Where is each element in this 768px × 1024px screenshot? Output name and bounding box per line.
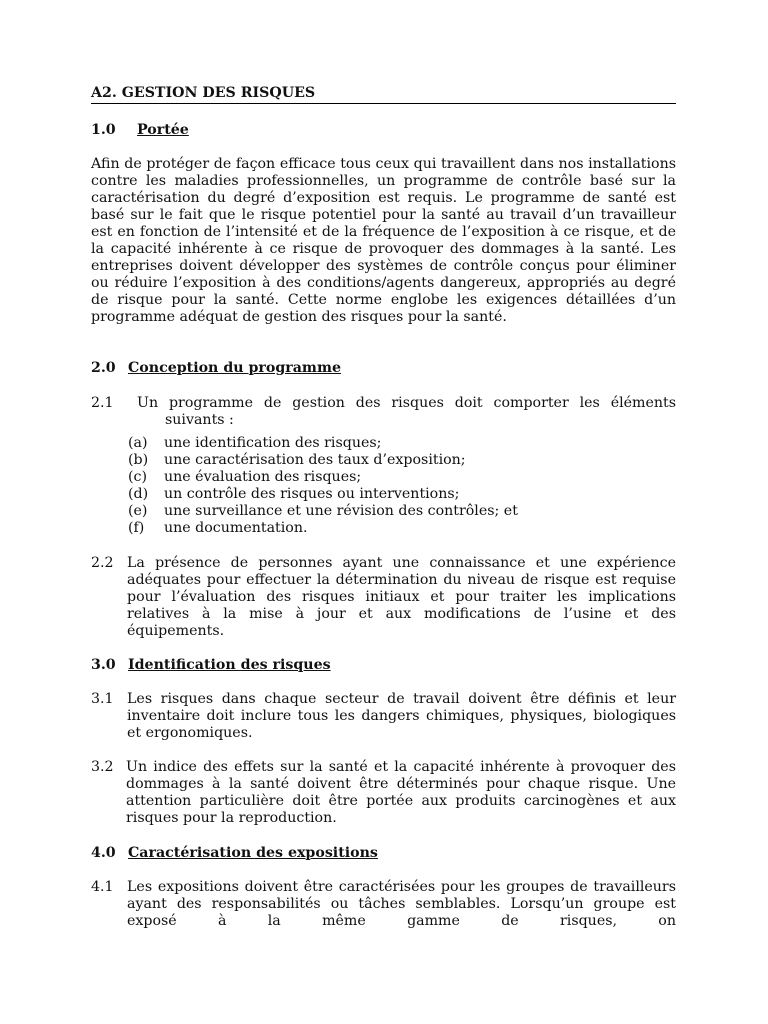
clause-text: Un programme de gestion des risques doit comporter les éléments suivants : [137, 395, 676, 428]
section-4-heading [91, 845, 378, 862]
list-text: une caractérisation des taux d’exposition; [164, 452, 466, 468]
list-letter: (e) [128, 503, 148, 519]
clause-number: 4.1 [91, 879, 114, 895]
clause-2-2 [91, 555, 676, 640]
section-number: 2.0 [91, 360, 116, 376]
section-title: Portée [137, 122, 189, 138]
list-letter: (f) [128, 520, 145, 536]
document-title: A2. GESTION DES RISQUES [91, 85, 676, 104]
list-item [128, 435, 668, 452]
list-item [128, 486, 668, 503]
list-item [128, 520, 668, 537]
list-letter: (d) [128, 486, 149, 502]
list-text: une identification des risques; [164, 435, 382, 451]
section-number: 3.0 [91, 657, 116, 673]
list-text: une surveillance et une révision des contrôles; et [164, 503, 518, 519]
list-text: une documentation. [164, 520, 308, 536]
list-item [128, 452, 668, 469]
clause-3-2 [91, 759, 676, 827]
list-text: un contrôle des risques ou interventions; [164, 486, 460, 502]
list-item [128, 503, 668, 520]
clause-2-1 [91, 395, 676, 429]
list-letter: (a) [128, 435, 148, 451]
list-letter: (b) [128, 452, 149, 468]
clause-text: La présence de personnes ayant une connaissance et une expérience adéquates pour effectuer la détermination du niveau de risque est requise pour l’évaluation des risques initiaux et pour traiter les implications relatives à la mise à jour et aux modifications de l’usine et des équipements. [127, 555, 676, 639]
list-letter: (c) [128, 469, 148, 485]
clause-text: Les risques dans chaque secteur de travail doivent être définis et leur inventaire doit inclure tous les dangers chimiques, physiques, biologiques et ergonomiques. [127, 691, 676, 741]
scope-paragraph: Afin de protéger de façon efficace tous ceux qui travaillent dans nos installations contre les maladies professionnelles, un programme de contrôle basé sur la caractérisation du degré d’exposition est requis. Le programme de santé est basé sur le fait que le risque potentiel pour la santé au travail d’un travailleur est en fonction de l’intensité et de la fréquence de l’exposition à ce risque, et de la capacité inhérente à ce risque de provoquer des dommages à la santé. Les entreprises doivent développer des systèmes de contrôle conçus pour éliminer ou réduire l’exposition à des conditions/agents dangereux, appropriés au degré de risque pour la santé. Cette norme englobe les exigences détaillées d’un programme adéquat de gestion des risques pour la santé. [91, 156, 676, 325]
section-2-heading [91, 360, 341, 377]
clause-number: 3.2 [91, 759, 114, 775]
section-number: 4.0 [91, 845, 116, 861]
clause-text: Un indice des effets sur la santé et la capacité inhérente à provoquer des dommages à la santé doivent être déterminés pour chaque risque. Une attention particulière doit être portée aux produits carcinogènes et aux risques pour la reproduction. [126, 759, 676, 826]
clause-number: 2.1 [91, 395, 114, 411]
section-title: Identification des risques [128, 657, 331, 673]
section-3-heading [91, 657, 331, 674]
element-list [128, 435, 668, 537]
section-1-heading [91, 122, 189, 139]
clause-3-1 [91, 691, 676, 742]
clause-number: 2.2 [91, 555, 114, 571]
section-number: 1.0 [91, 122, 116, 138]
section-title: Conception du programme [128, 360, 341, 376]
clause-number: 3.1 [91, 691, 114, 707]
clause-text: Les expositions doivent être caractérisées pour les groupes de travailleurs ayant des responsabilités ou tâches semblables. Lorsqu’un groupe est exposé à la même gamme de risques, on [127, 879, 676, 929]
list-item [128, 469, 668, 486]
clause-4-1 [91, 879, 676, 930]
section-title: Caractérisation des expositions [128, 845, 378, 861]
list-text: une évaluation des risques; [164, 469, 362, 485]
